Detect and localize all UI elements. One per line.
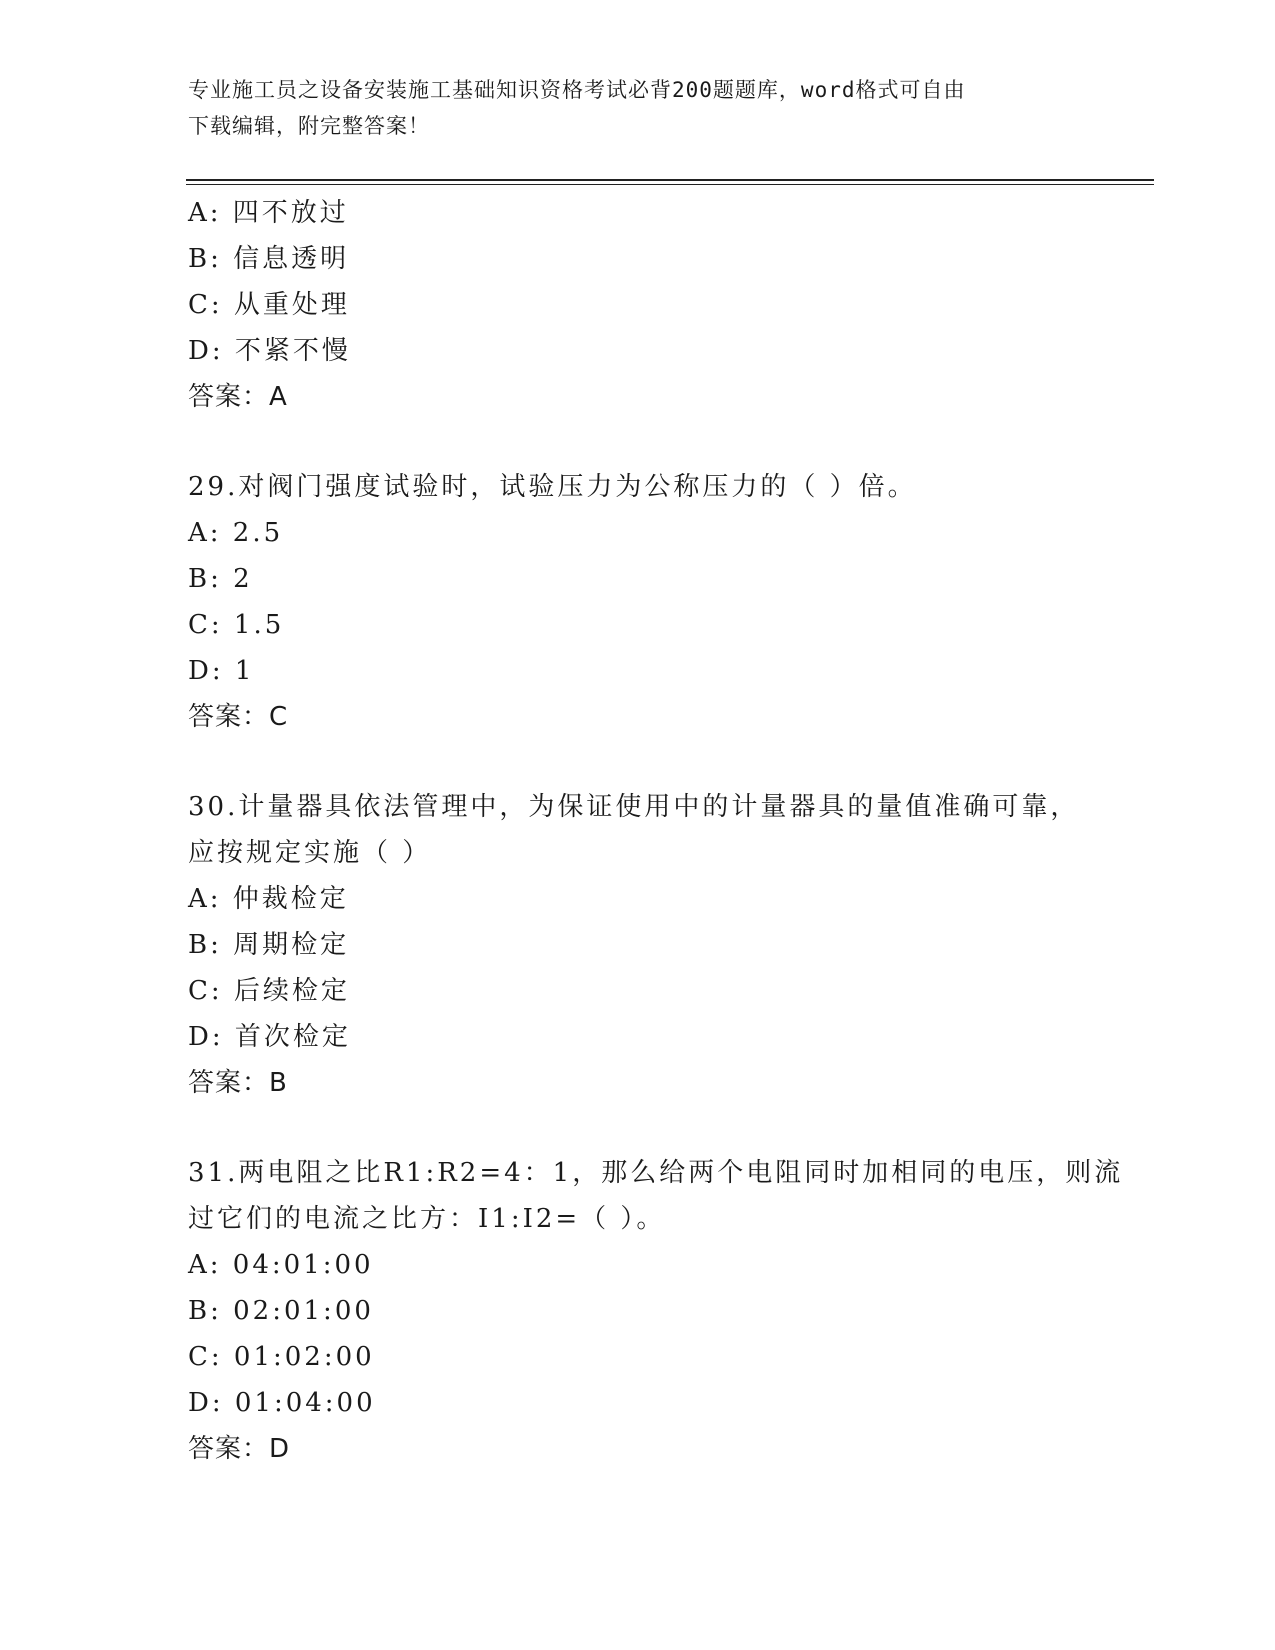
- option-d: D: 首次检定: [188, 1022, 351, 1052]
- option-b: B: 2: [188, 564, 253, 594]
- question-stem-cont: 应按规定实施（ ）: [188, 838, 432, 868]
- header-line-1: 专业施工员之设备安装施工基础知识资格考试必背200题题库，word格式可自由: [188, 78, 966, 102]
- option-a: A: 2.5: [188, 518, 284, 548]
- question-29: [188, 464, 1108, 740]
- answer: 答案：B: [188, 1068, 288, 1098]
- question-28: [188, 190, 1108, 420]
- option-d: D: 不紧不慢: [188, 336, 351, 366]
- header-divider-thin: [186, 184, 1154, 185]
- option-a: A: 04:01:00: [188, 1250, 374, 1280]
- question-stem: 29.对阀门强度试验时，试验压力为公称压力的（ ）倍。: [188, 472, 917, 502]
- option-d: D: 1: [188, 656, 255, 686]
- question-list: [188, 190, 1124, 1472]
- document-header: [188, 72, 1068, 144]
- question-stem-cont: 过它们的电流之比方：I1:I2=（ ）。: [188, 1204, 666, 1234]
- option-c: C: 从重处理: [188, 290, 350, 320]
- answer: 答案：C: [188, 702, 289, 732]
- answer: 答案：A: [188, 382, 288, 412]
- answer: 答案：D: [188, 1434, 291, 1464]
- option-a: A: 仲裁检定: [188, 884, 349, 914]
- option-b: B: 信息透明: [188, 244, 350, 274]
- option-d: D: 01:04:00: [188, 1388, 376, 1418]
- option-b: B: 周期检定: [188, 930, 350, 960]
- header-divider: [186, 179, 1154, 181]
- option-c: C: 后续检定: [188, 976, 350, 1006]
- question-stem: 30.计量器具依法管理中，为保证使用中的计量器具的量值准确可靠，: [188, 792, 1080, 822]
- option-b: B: 02:01:00: [188, 1296, 374, 1326]
- option-c: C: 1.5: [188, 610, 285, 640]
- option-c: C: 01:02:00: [188, 1342, 375, 1372]
- question-31: [188, 1150, 1124, 1472]
- question-stem: 31.两电阻之比R1:R2=4：1，那么给两个电阻同时加相同的电压，则流: [188, 1158, 1124, 1188]
- option-a: A: 四不放过: [188, 198, 349, 228]
- question-30: [188, 784, 1108, 1106]
- header-line-2: 下载编辑，附完整答案！: [188, 114, 430, 138]
